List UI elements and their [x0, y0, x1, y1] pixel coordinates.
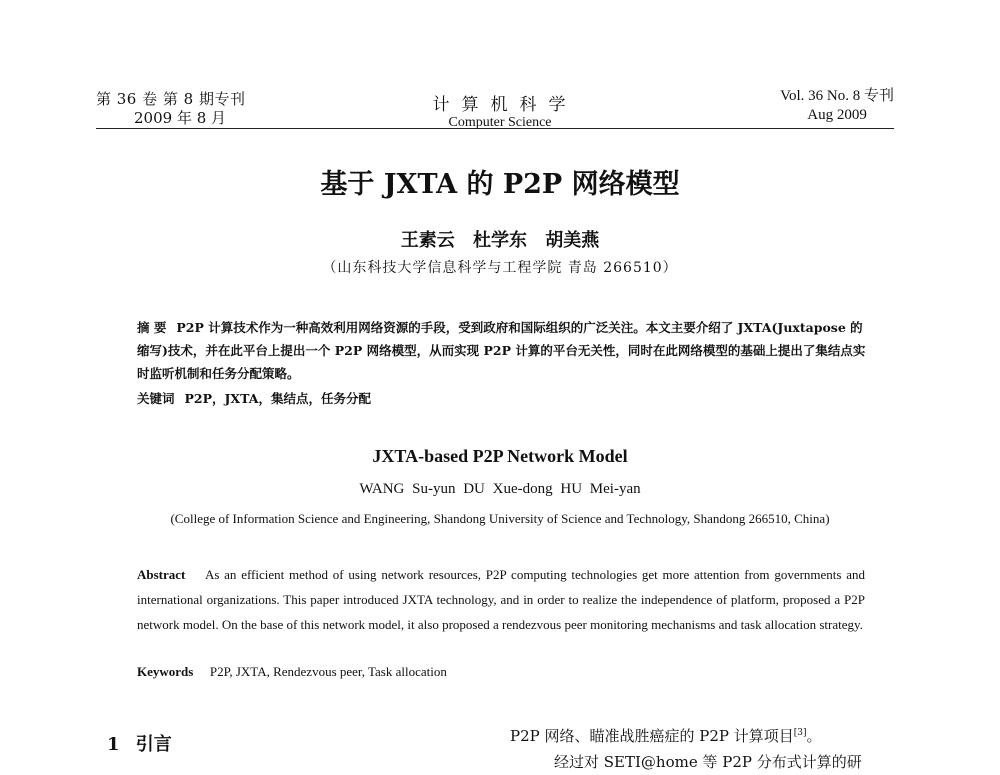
affiliation-en: (College of Information Science and Engineering, Shandong University of Science and Technology, Shandong 266510, China) [170, 511, 830, 526]
keywords-cn-label: 关键词 [137, 391, 175, 406]
volume-issue-en: Vol. 36 No. 8 专刊 [780, 88, 894, 104]
journal-volume-en [780, 87, 894, 125]
body-line-end: 。 [806, 727, 822, 745]
abstract-en [137, 562, 865, 637]
body-line-text: P2P 网络、瞄准战胜癌症的 P2P 计算项目 [510, 727, 794, 745]
journal-name-cn: 计算机科学 [432, 95, 578, 115]
citation: [3] [793, 728, 807, 738]
authors-cn: 王素云 杜学东 胡美燕 [400, 230, 600, 251]
header-rule [96, 128, 894, 129]
keywords-en-label: Keywords [137, 664, 194, 679]
keywords-cn [137, 389, 371, 407]
abstract-en-text: As an efficient method of using network resources, P2P computing technologies get more attention from governments and international organizations. This paper introduced JXTA technology, and in order to realize the independence of platform, proposed a P2P network model. On the base of this network model, it also proposed a rendezvous peer monitoring mechanisms and task allocation strategy. [137, 567, 866, 632]
keywords-en [137, 664, 447, 680]
journal-issue-info [96, 90, 245, 128]
abstract-cn-label: 摘 要 [137, 320, 167, 335]
journal-name-en: Computer Science [448, 115, 552, 130]
body-line: 经过对 SETI@home 等 P2P 分布式计算的研 [554, 753, 862, 771]
volume-issue: 第 36 卷 第 8 期专刊 [96, 90, 246, 108]
paper-title-en: JXTA-based P2P Network Model [372, 446, 628, 466]
abstract-en-label: Abstract [137, 567, 186, 582]
abstract-cn [137, 316, 867, 385]
keywords-cn-text: P2P，JXTA，集结点，任务分配 [184, 391, 371, 406]
issue-date: 2009 年 8 月 [134, 109, 227, 127]
body-line [510, 720, 862, 749]
keywords-en-text: P2P, JXTA, Rendezvous peer, Task allocation [209, 664, 447, 679]
section-heading-introduction: 1 引言 [107, 734, 172, 755]
body-column-right [510, 720, 862, 775]
abstract-cn-text: P2P 计算技术作为一种高效利用网络资源的手段，受到政府和国际组织的广泛关注。本文主要介绍了 JXTA(Juxtapose 的缩写)技术，并在此平台上提出一个 P2P 网络模型，从而实现 P2P 计算的平台无关性，同时在此网络模型的基础上提出了集结点实时监听机制和任务分配策略。 [137, 320, 866, 381]
affiliation-cn: （山东科技大学信息科学与工程学院 青岛 266510） [322, 260, 678, 276]
issue-date-en: Aug 2009 [807, 107, 867, 123]
authors-en: WANG Su-yun DU Xue-dong HU Mei-yan [359, 481, 641, 497]
journal-name [400, 90, 600, 131]
paper-title-cn: 基于 JXTA 的 P2P 网络模型 [320, 169, 680, 200]
